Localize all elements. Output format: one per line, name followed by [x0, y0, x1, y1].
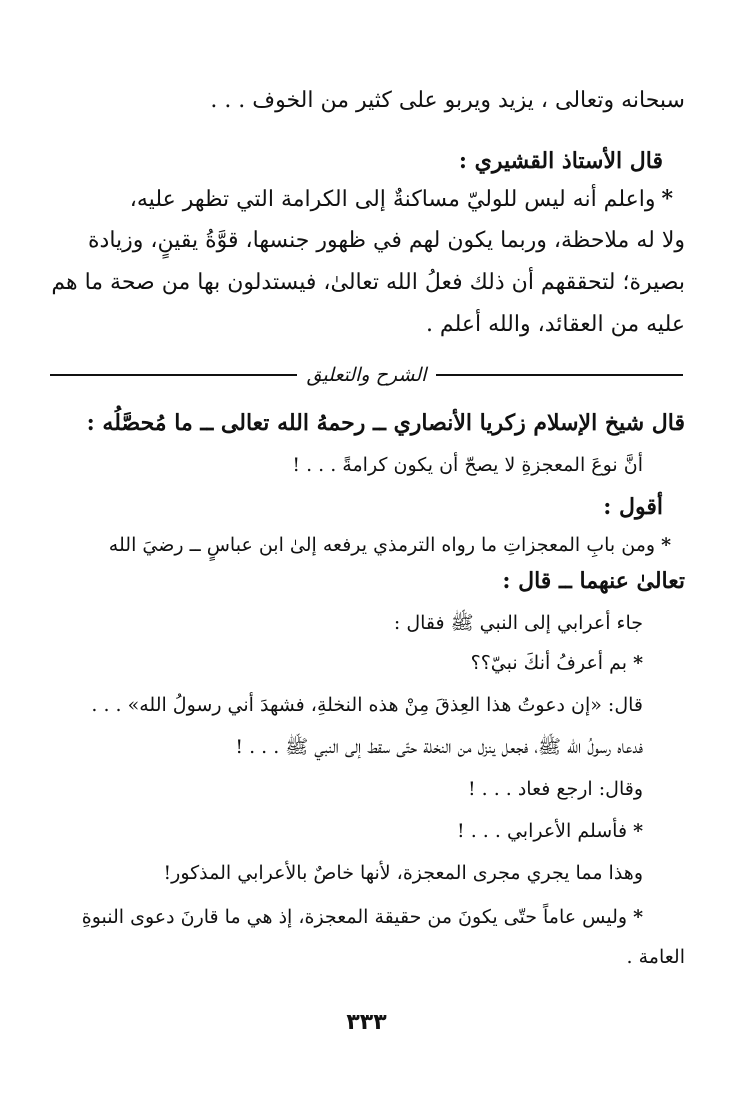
quote-text-1: واعلم أنه ليس للوليّ مساكنةٌ إلى الكرامة التي تظهر عليه، — [129, 187, 656, 212]
divider-rule-right — [436, 374, 683, 376]
hadith-text-2: بم أعرفُ أنكَ نبيّ؟؟ — [470, 652, 628, 674]
star-bullet-icon: * — [661, 534, 671, 556]
hadith-line-2 — [48, 652, 643, 675]
star-bullet-icon: * — [633, 652, 643, 674]
quote-line-3: بصيرة؛ لتحققهم أن ذلك فعلُ الله تعالىٰ، فيستدلون بها من صحة ما هم — [51, 270, 685, 295]
hadith-text-6: فأسلم الأعرابي . . . ! — [457, 820, 628, 842]
aqool-heading: أقول : — [603, 494, 663, 520]
hadith-text-8: وليس عاماً حتّى يكونَ من حقيقة المعجزة، إذ هي ما قارنَ دعوى النبوةِ — [81, 906, 628, 928]
quote-line-1 — [48, 186, 673, 213]
commentary-text-a: ومن بابِ المعجزاتِ ما رواه الترمذي يرفعه إلىٰ ابن عباسٍ ــ رضيَ الله — [108, 534, 656, 556]
star-bullet-icon: * — [633, 906, 643, 928]
star-bullet-icon: * — [633, 820, 643, 842]
quote-line-4: عليه من العقائد، والله أعلم . — [425, 312, 685, 337]
hadith-line-9: العامة . — [626, 946, 685, 968]
hadith-line-1: جاء أعرابي إلى النبي ﷺ فقال : — [393, 612, 643, 634]
divider-rule-left — [50, 374, 297, 376]
star-bullet-icon: * — [661, 186, 673, 212]
quote-line-2: ولا له ملاحظة، وربما يكون لهم في ظهور جنسها، قوَّةُ يقينٍ، وزيادة — [88, 228, 685, 253]
divider-title: الشرح والتعليق — [306, 364, 427, 386]
hadith-line-7: وهذا مما يجري مجرى المعجزة، لأنها خاصٌ بالأعرابي المذكور! — [163, 862, 643, 884]
continuation-line: سبحانه وتعالى ، يزيد ويربو على كثير من الخوف . . . — [210, 88, 685, 113]
commentary-claim: أنَّ نوعَ المعجزةِ لا يصحّ أن يكون كرامةً . . . ! — [292, 454, 643, 476]
commentary-intro: قال شيخ الإسلام زكريا الأنصاري ــ رحمهُ الله تعالى ــ ما مُحصَّلُه : — [86, 410, 685, 436]
hadith-line-4: فدعاه رسولُ الله ﷺ، فجعل ينزل من النخلة حتّى سقط إلى النبي ﷺ . . . ! — [235, 736, 643, 758]
section-divider — [50, 360, 683, 390]
commentary-line-b: تعالىٰ عنهما ــ قال : — [502, 568, 685, 594]
page-number: ٣٣٣ — [346, 1010, 387, 1035]
hadith-line-5: وقال: ارجع فعاد . . . ! — [467, 778, 643, 800]
quote-heading: قال الأستاذ القشيري : — [458, 148, 663, 174]
hadith-line-8 — [48, 906, 643, 929]
commentary-line-a — [48, 534, 671, 557]
hadith-line-6 — [48, 820, 643, 843]
hadith-line-3: قال: «إن دعوتُ هذا العِذقَ مِنْ هذه النخلةِ، فشهدَ أني رسولُ الله» . . . — [91, 694, 643, 716]
